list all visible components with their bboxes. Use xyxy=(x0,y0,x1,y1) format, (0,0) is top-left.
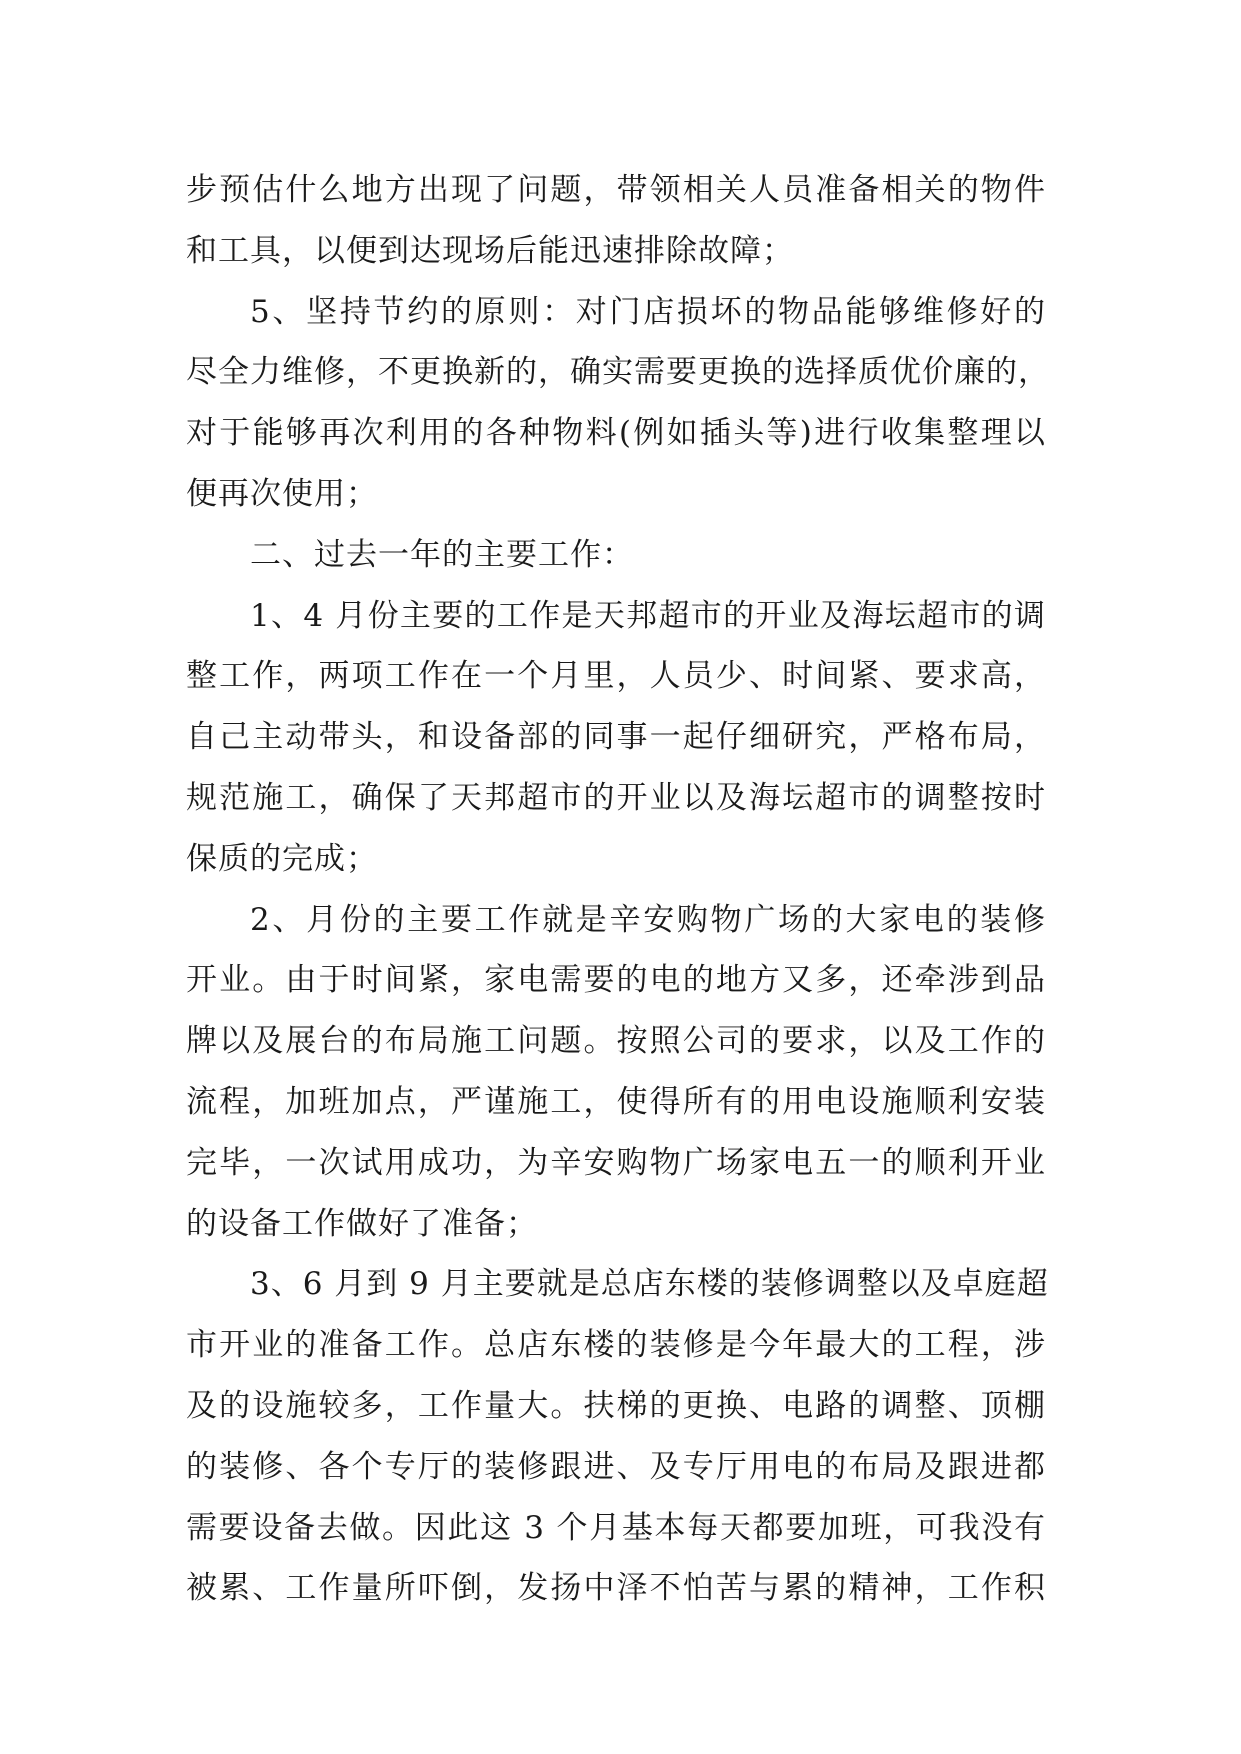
text-line: 保质的完成； xyxy=(186,840,378,877)
text-line: 开业。由于时间紧，家电需要的电的地方又多，还牵涉到品 xyxy=(186,962,1046,999)
text-line: 及的设施较多，工作量大。扶梯的更换、电路的调整、顶棚 xyxy=(186,1387,1046,1424)
text-line: 3、6 月到 9 月主要就是总店东楼的装修调整以及卓庭超 xyxy=(250,1266,1049,1303)
text-line: 牌以及展台的布局施工问题。按照公司的要求，以及工作的 xyxy=(186,1023,1046,1060)
body-text xyxy=(186,160,1050,1619)
text-line: 流程，加班加点，严谨施工，使得所有的用电设施顺利安装 xyxy=(186,1083,1046,1120)
text-line: 2、月份的主要工作就是辛安购物广场的大家电的装修 xyxy=(250,901,1046,938)
text-line: 二、过去一年的主要工作： xyxy=(250,536,634,573)
text-line: 的装修、各个专厅的装修跟进、及专厅用电的布局及跟进都 xyxy=(186,1448,1046,1485)
text-line: 对于能够再次利用的各种物料(例如插头等)进行收集整理以 xyxy=(186,415,1046,452)
text-line: 便再次使用； xyxy=(186,475,378,512)
text-line: 整工作，两项工作在一个月里，人员少、时间紧、要求高， xyxy=(186,658,1046,695)
text-line: 被累、工作量所吓倒，发扬中泽不怕苦与累的精神，工作积 xyxy=(186,1570,1046,1607)
text-line: 步预估什么地方出现了问题，带领相关人员准备相关的物件 xyxy=(186,172,1046,208)
text-line: 需要设备去做。因此这 3 个月基本每天都要加班，可我没有 xyxy=(186,1509,1046,1546)
text-line: 规范施工，确保了天邦超市的开业以及海坛超市的调整按时 xyxy=(186,779,1046,816)
text-line: 1、4 月份主要的工作是天邦超市的开业及海坛超市的调 xyxy=(250,597,1046,634)
text-line: 5、坚持节约的原则：对门店损坏的物品能够维修好的 xyxy=(250,293,1046,330)
text-line: 尽全力维修，不更换新的，确实需要更换的选择质优价廉的， xyxy=(186,354,1050,391)
text-line: 自己主动带头，和设备部的同事一起仔细研究，严格布局， xyxy=(186,719,1046,756)
text-line: 完毕，一次试用成功，为辛安购物广场家电五一的顺利开业 xyxy=(186,1144,1046,1181)
text-line: 和工具，以便到达现场后能迅速排除故障； xyxy=(186,232,794,269)
text-line: 市开业的准备工作。总店东楼的装修是今年最大的工程，涉 xyxy=(186,1327,1046,1364)
text-line: 的设备工作做好了准备； xyxy=(186,1205,538,1242)
